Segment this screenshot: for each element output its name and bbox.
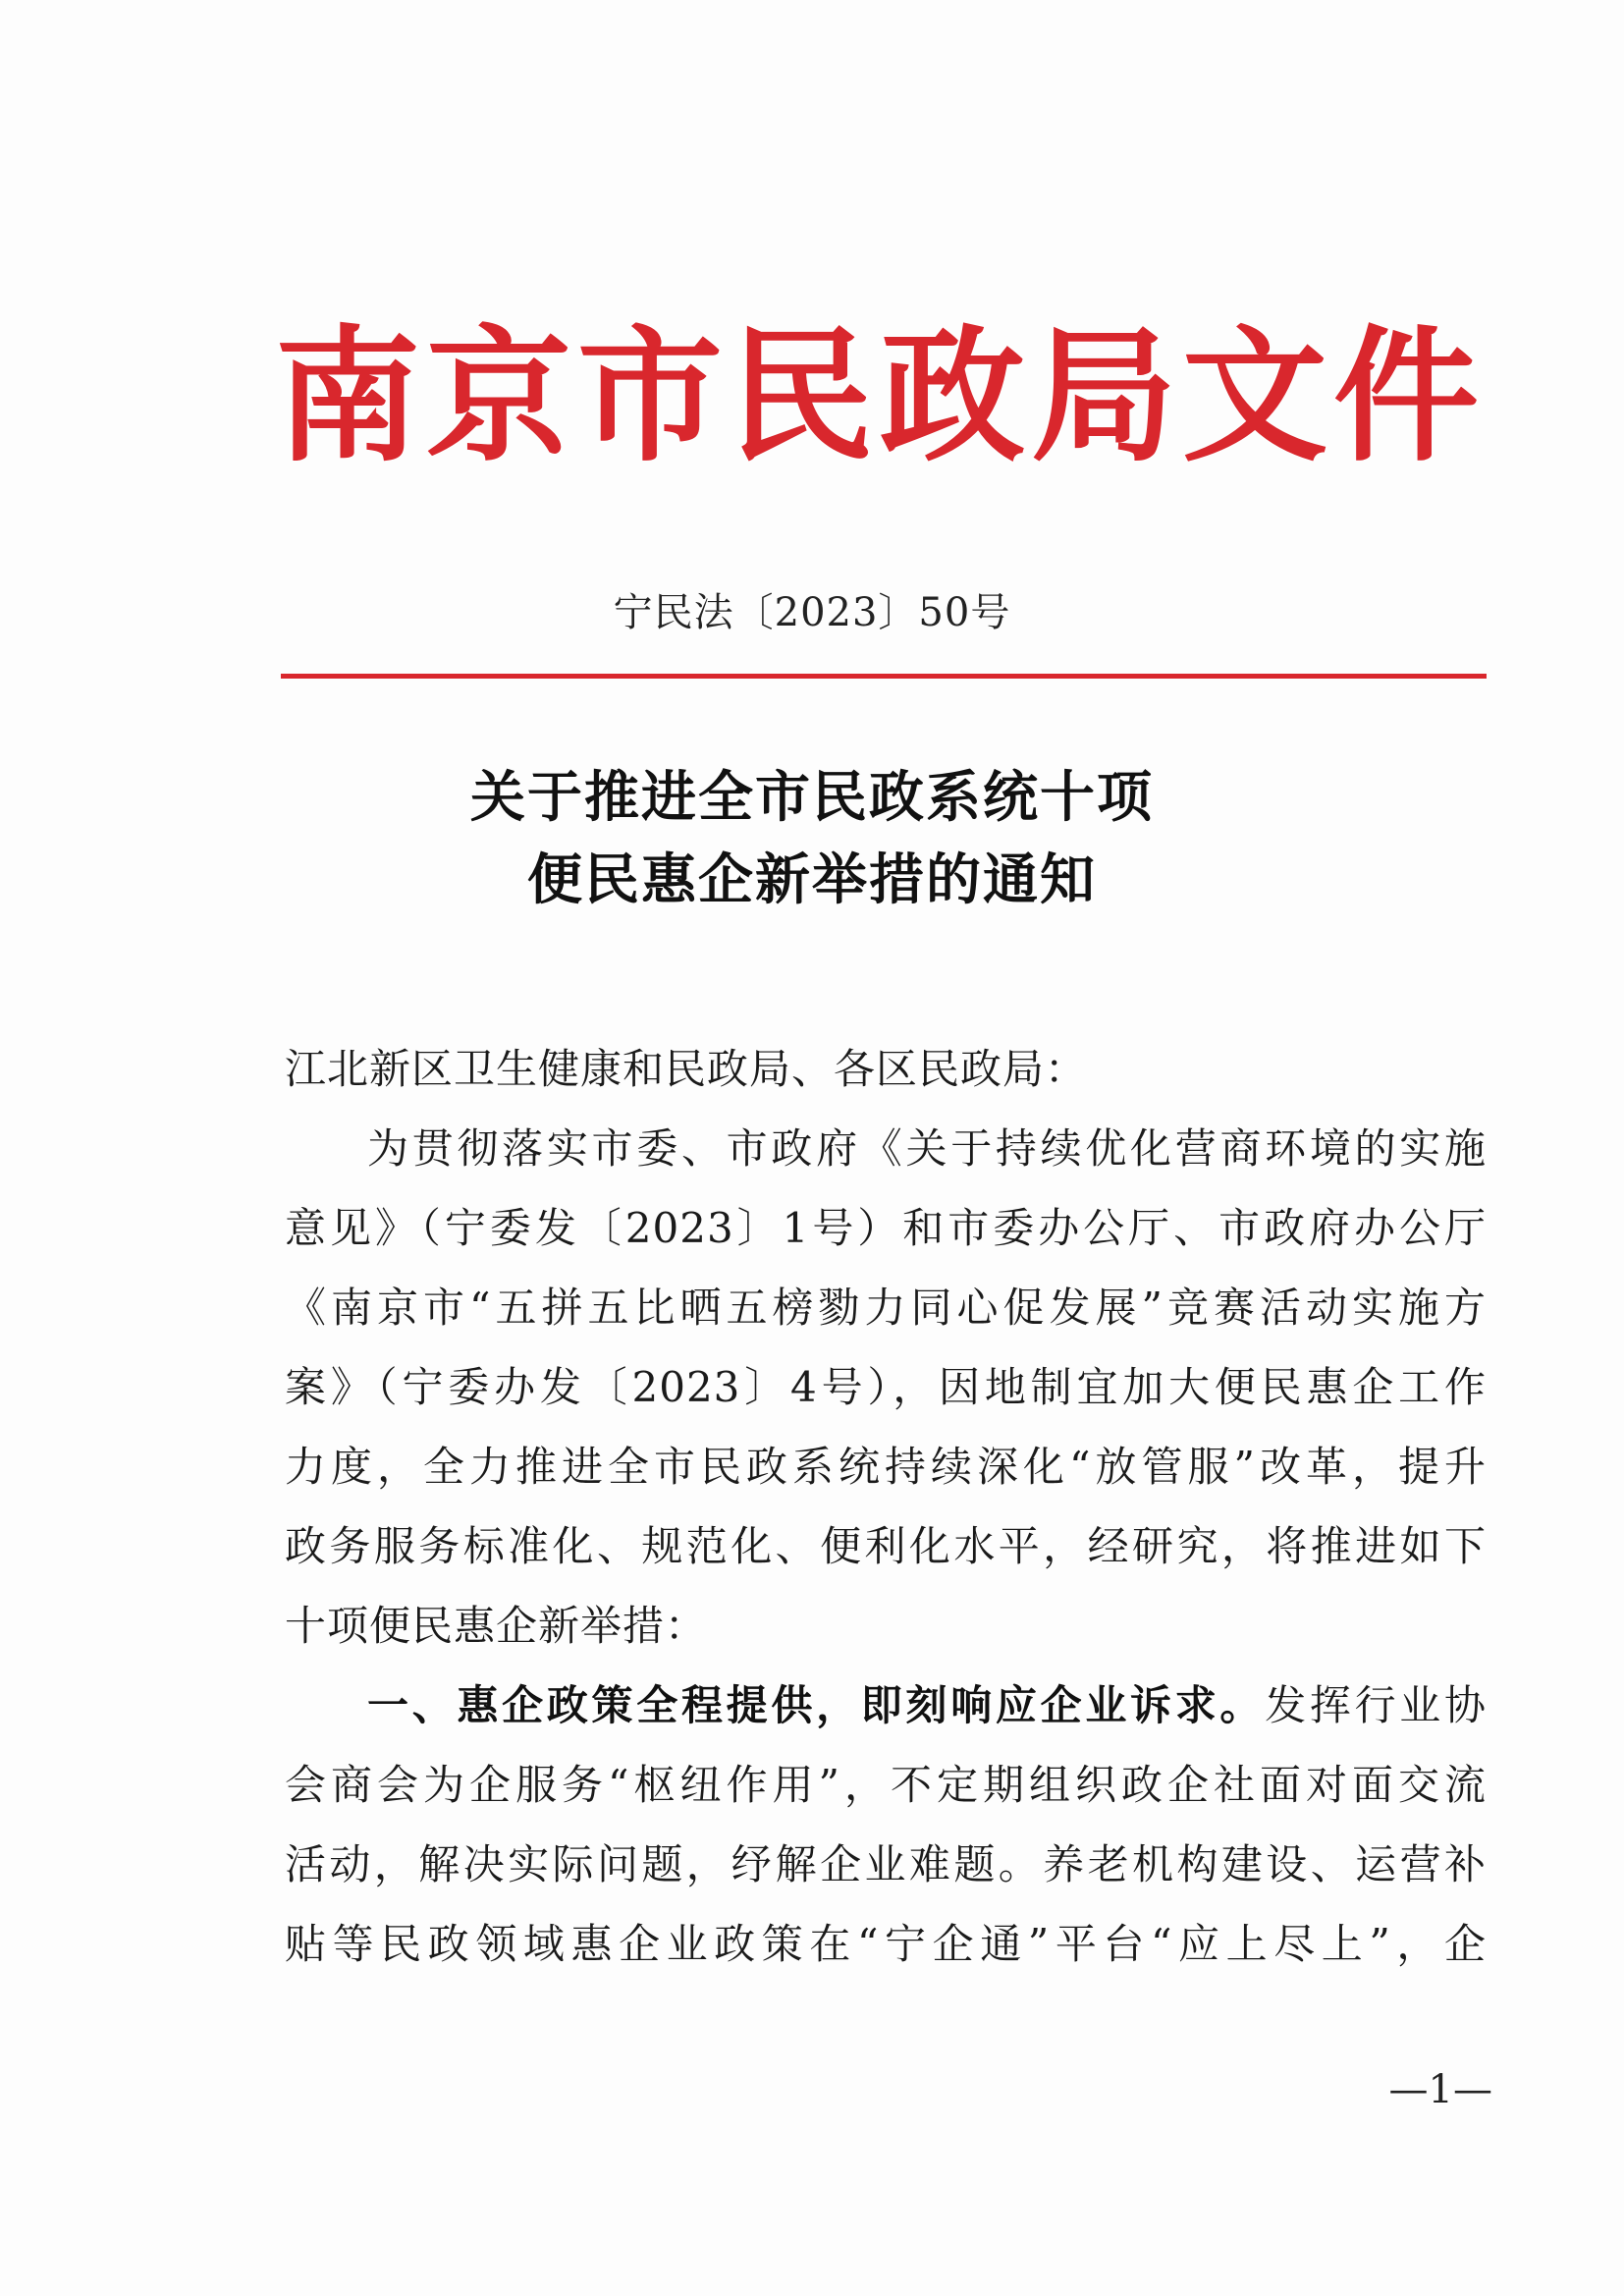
salutation: 江北新区卫生健康和民政局、各区民政局： [285, 1045, 1088, 1093]
section-one-line [285, 1666, 1487, 1745]
body-line: 意见》（宁委发〔2023〕1号）和市委办公厅、市政府办公厅 [285, 1204, 1487, 1252]
body-line: 活动，解决实际问题，纾解企业难题。养老机构建设、运营补 [285, 1840, 1487, 1888]
document-title-line-2: 便民惠企新举措的通知 [527, 847, 1097, 912]
document-title-line-1: 关于推进全市民政系统十项 [470, 765, 1154, 830]
page-number: —1— [1388, 2067, 1492, 2112]
red-divider [281, 674, 1487, 679]
document-body [285, 1029, 1487, 1984]
body-line: 会商会为企服务“枢纽作用”，不定期组织政企社面对面交流 [285, 1761, 1487, 1809]
body-line: 政务服务标准化、规范化、便利化水平，经研究，将推进如下 [285, 1522, 1487, 1570]
section-one-heading: 一、惠企政策全程提供，即刻响应企业诉求。 [367, 1681, 1266, 1729]
body-line: 《南京市“五拼五比晒五榜勠力同心促发展”竞赛活动实施方 [285, 1284, 1487, 1332]
body-line: 力度，全力推进全市民政系统持续深化“放管服”改革，提升 [285, 1443, 1487, 1491]
section-one-text: 发挥行业协 [1265, 1681, 1487, 1729]
body-line: 十项便民惠企新举措： [285, 1602, 708, 1650]
body-line: 为贯彻落实市委、市政府《关于持续优化营商环境的实施 [367, 1124, 1487, 1173]
body-line: 案》（宁委办发〔2023〕4号），因地制宜加大便民惠企工作 [285, 1363, 1487, 1411]
body-line: 贴等民政领域惠企业政策在“宁企通”平台“应上尽上”，企 [285, 1920, 1487, 1968]
issuer-header: 南京市民政局文件 [275, 310, 1485, 481]
document-title [0, 756, 1624, 921]
document-number: 宁民法〔2023〕50号 [613, 590, 1011, 635]
